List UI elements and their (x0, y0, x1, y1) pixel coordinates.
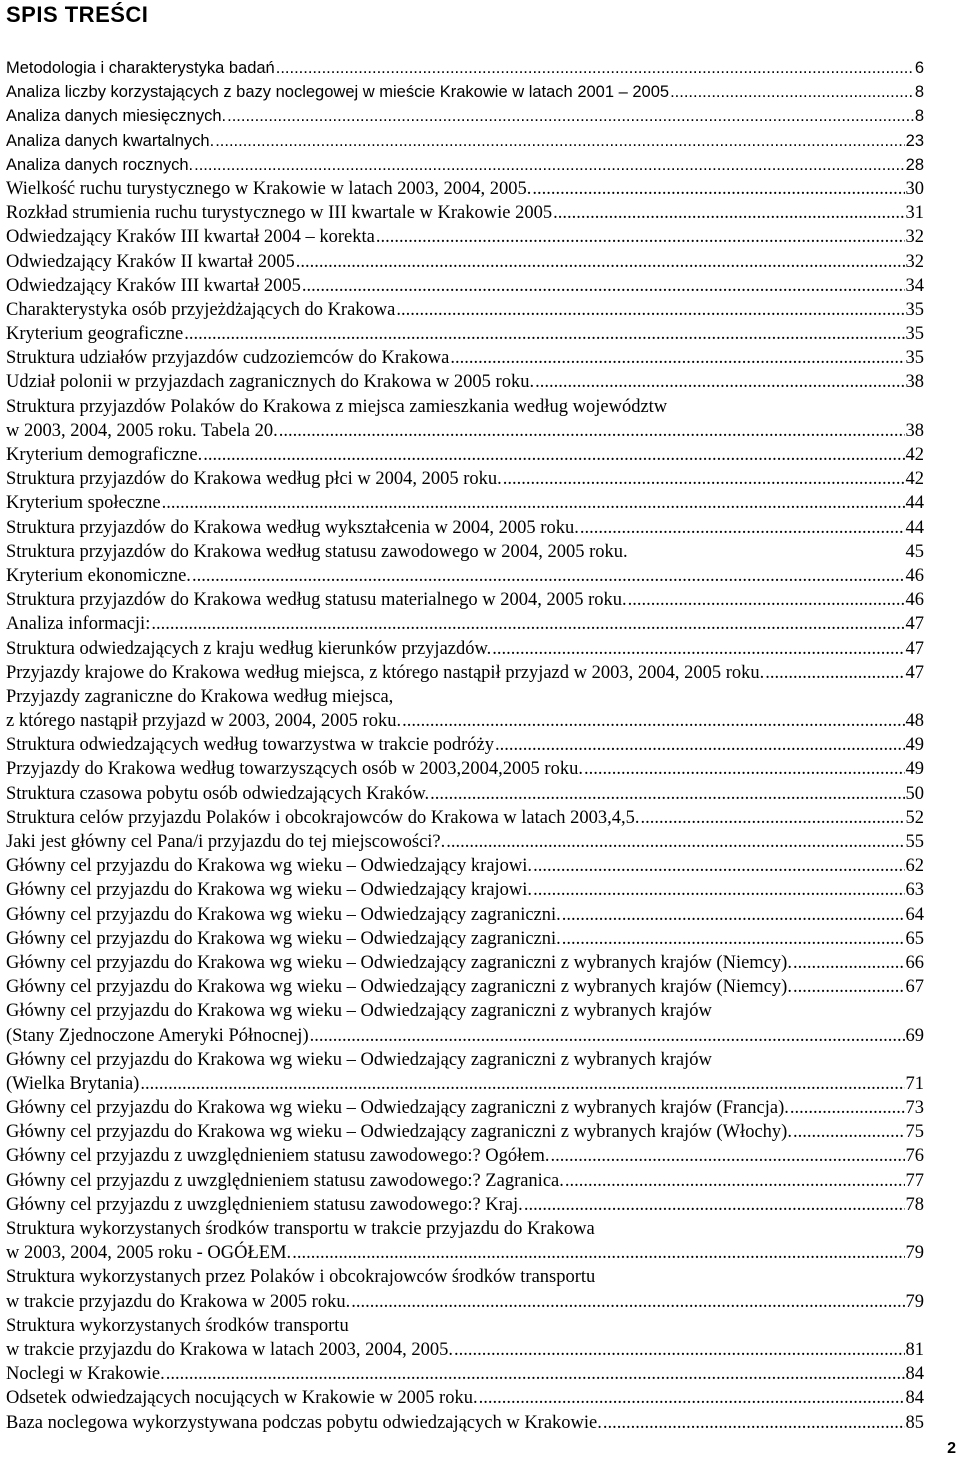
toc-entry-page: 38 (905, 372, 924, 393)
toc-entry-page: 71 (905, 1073, 924, 1094)
toc-dot-leader (396, 298, 904, 322)
toc-entry[interactable] (6, 975, 924, 999)
toc-entry[interactable] (6, 1024, 924, 1048)
toc-entry-page: 75 (905, 1122, 924, 1143)
toc-entry[interactable] (6, 685, 924, 709)
toc-entry[interactable] (6, 1411, 924, 1435)
toc-entry[interactable] (6, 661, 924, 685)
toc-entry-title: w 2003, 2004, 2005 roku - OGÓŁEM. (6, 1243, 292, 1264)
toc-entry-title: Analiza informacji: (6, 614, 151, 635)
toc-entry-title: Przyjazdy krajowe do Krakowa według miejsca, z którego nastąpił przyjazd w 2003, 2004, 2005 roku. (6, 662, 765, 683)
toc-dot-leader (532, 177, 904, 201)
toc-dot-leader (140, 1072, 904, 1096)
toc-dot-leader (430, 782, 904, 806)
toc-entry-page: 81 (905, 1339, 924, 1360)
toc-entry-title: Metodologia i charakterystyka badań (6, 59, 275, 77)
toc-entry-title: Kryterium ekonomiczne. (6, 565, 191, 586)
toc-entry[interactable] (6, 80, 924, 104)
toc-entry[interactable] (6, 1314, 924, 1338)
toc-entry[interactable] (6, 322, 924, 346)
toc-entry-title: Struktura czasowa pobytu osób odwiedzających Kraków. (6, 783, 430, 804)
toc-entry-title: Struktura przyjazdów do Krakowa według statusu materialnego w 2004, 2005 roku. (6, 590, 627, 611)
toc-dot-leader (670, 80, 914, 104)
toc-entry-page: 47 (905, 662, 924, 683)
toc-dot-leader (454, 1338, 905, 1362)
toc-entry[interactable] (6, 467, 924, 491)
toc-entry[interactable] (6, 419, 924, 443)
toc-dot-leader (793, 951, 905, 975)
toc-dot-leader (402, 709, 904, 733)
toc-entry-title: Kryterium społeczne (6, 493, 161, 514)
toc-entry[interactable] (6, 491, 924, 515)
toc-entry[interactable] (6, 1386, 924, 1410)
toc-entry-page: 66 (905, 952, 924, 973)
toc-entry-title: Struktura odwiedzających według towarzystwa w trakcie podróży (6, 735, 495, 756)
toc-entry-page: 44 (905, 493, 924, 514)
toc-dot-leader (296, 250, 905, 274)
toc-entry-page: 44 (905, 517, 924, 538)
toc-dot-leader (603, 1411, 905, 1435)
toc-dot-leader (553, 201, 904, 225)
toc-dot-leader (194, 153, 905, 177)
toc-entry[interactable] (6, 927, 924, 951)
toc-entry-page: 63 (905, 880, 924, 901)
toc-dot-leader (495, 733, 904, 757)
toc-entry-title: z którego nastąpił przyjazd w 2003, 2004, 2005 roku. (6, 711, 402, 732)
toc-entry-page: 78 (905, 1194, 924, 1215)
toc-entry-title: Udział polonii w przyjazdach zagranicznych do Krakowa w 2005 roku. (6, 372, 535, 393)
toc-entry[interactable] (6, 903, 924, 927)
toc-entry[interactable] (6, 201, 924, 225)
toc-entry[interactable] (6, 129, 924, 153)
toc-entry-title: Główny cel przyjazdu do Krakowa wg wieku – Odwiedzający zagraniczni z wybranych krajów (Niemcy). (6, 977, 792, 998)
toc-entry[interactable] (6, 225, 924, 249)
toc-entry-title: Noclegi w Krakowie. (6, 1364, 165, 1385)
toc-dot-leader (376, 225, 905, 249)
toc-entry-title: Kryterium geograficzne (6, 324, 184, 345)
toc-entry-page: 8 (914, 107, 924, 126)
toc-entry-page: 48 (905, 711, 924, 732)
toc-entry-page: 47 (905, 638, 924, 659)
toc-dot-leader (279, 419, 905, 443)
toc-entry-title: Struktura celów przyjazdu Polaków i obcokrajowców do Krakowa w latach 2003,4,5. (6, 807, 640, 828)
toc-entry-page: 79 (905, 1291, 924, 1312)
toc-dot-leader (351, 1290, 904, 1314)
toc-entry-page: 38 (905, 420, 924, 441)
toc-entry-page: 32 (905, 251, 924, 272)
toc-entry-title: Główny cel przyjazdu do Krakowa wg wieku – Odwiedzający zagraniczni. (6, 928, 561, 949)
toc-dot-leader (276, 56, 914, 80)
toc-entry-title: Przyjazdy do Krakowa według towarzyszących osób w 2003,2004,2005 roku. (6, 759, 583, 780)
toc-entry-title: Główny cel przyjazdu do Krakowa wg wieku – Odwiedzający zagraniczni. (6, 904, 561, 925)
toc-entry[interactable] (6, 56, 924, 80)
toc-entry-page: 73 (905, 1098, 924, 1119)
toc-dot-leader (292, 1241, 904, 1265)
toc-entry-title: (Wielka Brytania) (6, 1073, 140, 1094)
toc-entry[interactable] (6, 1072, 924, 1096)
toc-entry-page: 31 (905, 203, 924, 224)
toc-dot-leader (302, 274, 905, 298)
toc-dot-leader (162, 491, 905, 515)
toc-entry[interactable] (6, 443, 924, 467)
toc-entry-page: 50 (905, 783, 924, 804)
toc-entry[interactable] (6, 370, 924, 394)
toc-dot-leader (203, 443, 904, 467)
toc-entry-title: Główny cel przyjazdu do Krakowa wg wieku – Odwiedzający zagraniczni z wybranych krajów (6, 1049, 712, 1070)
toc-entry[interactable] (6, 1120, 924, 1144)
toc-entry-title: Charakterystyka osób przyjeżdżających do Krakowa (6, 299, 396, 320)
toc-entry-page: 35 (905, 299, 924, 320)
toc-entry-title: Odwiedzający Kraków III kwartał 2004 – korekta (6, 227, 375, 248)
toc-entry[interactable] (6, 612, 924, 636)
toc-entry-page: 49 (905, 735, 924, 756)
toc-entry-title: Struktura wykorzystanych przez Polaków i obcokrajowców środków transportu (6, 1267, 596, 1288)
toc-entry-title: Główny cel przyjazdu do Krakowa wg wieku – Odwiedzający zagraniczni z wybranych krajów (Francja). (6, 1098, 789, 1119)
toc-entry-title: Odwiedzający Kraków III kwartał 2005 (6, 275, 301, 296)
toc-dot-leader (184, 322, 904, 346)
toc-entry-title: Struktura wykorzystanych środków transportu (6, 1315, 349, 1336)
toc-dot-leader (227, 104, 914, 128)
toc-dot-leader (628, 588, 905, 612)
toc-entry-title: Główny cel przyjazdu do Krakowa wg wieku – Odwiedzający zagraniczni z wybranych krajów (Niemcy). (6, 952, 792, 973)
toc-dot-leader (215, 129, 904, 153)
toc-entry-title: Struktura przyjazdów do Krakowa według płci w 2004, 2005 roku. (6, 469, 502, 490)
toc-entry-title: Główny cel przyjazdu do Krakowa wg wieku – Odwiedzający zagraniczni z wybranych krajów (6, 1001, 712, 1022)
toc-entry-title: Baza noclegowa wykorzystywana podczas pobytu odwiedzających w Krakowie. (6, 1412, 602, 1433)
toc-dot-leader (524, 1193, 905, 1217)
toc-entry-page: 84 (905, 1364, 924, 1385)
toc-entry-title: Struktura odwiedzających z kraju według kierunków przyjazdów. (6, 638, 492, 659)
page-number: 2 (947, 1440, 956, 1457)
toc-entry[interactable] (6, 733, 924, 757)
toc-dot-leader (450, 346, 904, 370)
toc-entry[interactable] (6, 104, 924, 128)
toc-entry-page: 30 (905, 178, 924, 199)
toc-entry[interactable] (6, 395, 924, 419)
toc-entry-title: Analiza danych kwartalnych. (6, 131, 215, 150)
toc-entry-title: Główny cel przyjazdu z uwzględnieniem statusu zawodowego:? Kraj. (6, 1194, 523, 1215)
toc-entry[interactable] (6, 516, 924, 540)
toc-dot-leader (166, 1362, 905, 1386)
toc-entry-page: 76 (905, 1146, 924, 1167)
toc-entry[interactable] (6, 177, 924, 201)
toc-entry-page: 65 (905, 928, 924, 949)
toc-entry-page: 8 (914, 83, 924, 102)
toc-dot-leader (479, 1386, 905, 1410)
toc-entry[interactable] (6, 1169, 924, 1193)
toc-dot-leader (551, 1144, 905, 1168)
toc-entry-title: (Stany Zjednoczone Ameryki Północnej) (6, 1025, 309, 1046)
toc-entry[interactable] (6, 757, 924, 781)
toc-dot-leader (446, 830, 904, 854)
toc-entry-title: Analiza danych rocznych. (6, 155, 194, 174)
toc-entry[interactable] (6, 298, 924, 322)
toc-entry-page: 67 (905, 977, 924, 998)
toc-entry-title: Rozkład strumienia ruchu turystycznego w III kwartale w Krakowie 2005 (6, 203, 553, 224)
toc-entry-page: 85 (905, 1412, 924, 1433)
toc-entry-title: Główny cel przyjazdu do Krakowa wg wieku – Odwiedzający zagraniczni z wybranych krajów (Włochy). (6, 1122, 792, 1143)
toc-dot-leader (765, 661, 904, 685)
toc-dot-leader (793, 975, 905, 999)
toc-entry[interactable] (6, 1338, 924, 1362)
toc-entry-title: Analiza liczby korzystających z bazy noclegowej w mieście Krakowie w latach 2001 – 2005 (6, 83, 670, 102)
toc-entry-title: Jaki jest główny cel Pana/i przyjazdu do tej miejscowości?. (6, 832, 446, 852)
toc-entry[interactable] (6, 250, 924, 274)
toc-entry-page: 77 (905, 1170, 924, 1191)
toc-entry[interactable] (6, 999, 924, 1023)
toc-entry-title: Struktura udziałów przyjazdów cudzoziemców do Krakowa (6, 348, 450, 369)
toc-dot-leader (580, 516, 905, 540)
toc-entry-page: 6 (914, 59, 924, 77)
toc-entry[interactable] (6, 1096, 924, 1120)
toc-entry[interactable] (6, 588, 924, 612)
toc-entry[interactable] (6, 951, 924, 975)
toc-entry-page: 79 (905, 1243, 924, 1264)
toc-entry[interactable] (6, 1241, 924, 1265)
toc-entry[interactable] (6, 782, 924, 806)
toc-dot-leader (535, 370, 904, 394)
toc-entry[interactable] (6, 1144, 924, 1168)
toc-entry[interactable] (6, 806, 924, 830)
toc-dot-leader (584, 757, 905, 781)
toc-dot-leader (492, 637, 904, 661)
toc-entry[interactable] (6, 637, 924, 661)
toc-entry[interactable] (6, 1193, 924, 1217)
toc-entry[interactable] (6, 830, 924, 854)
toc-entry-title: w trakcie przyjazdu do Krakowa w latach 2003, 2004, 2005. (6, 1339, 453, 1360)
toc-entry[interactable] (6, 274, 924, 298)
toc-dot-leader (793, 1120, 905, 1144)
toc-entry-title: Główny cel przyjazdu do Krakowa wg wieku – Odwiedzający krajowi. (6, 856, 533, 877)
toc-entry-title: Odwiedzający Kraków II kwartał 2005 (6, 251, 295, 272)
toc-dot-leader (790, 1096, 905, 1120)
toc-dot-leader (310, 1024, 905, 1048)
toc-dot-leader (533, 854, 904, 878)
toc-entry-page: 46 (905, 590, 924, 611)
toc-entry-page: 69 (905, 1025, 924, 1046)
toc-entry-title: Struktura przyjazdów do Krakowa według statusu zawodowego w 2004, 2005 roku. (6, 541, 628, 562)
toc-entry-title: Główny cel przyjazdu z uwzględnieniem statusu zawodowego:? Ogółem. (6, 1146, 550, 1167)
toc-dot-leader (192, 564, 905, 588)
table-of-contents (6, 56, 924, 1435)
toc-entry-title: w trakcie przyjazdu do Krakowa w 2005 roku. (6, 1291, 351, 1312)
toc-entry-page: 84 (905, 1388, 924, 1409)
toc-entry[interactable] (6, 564, 924, 588)
toc-entry[interactable] (6, 1290, 924, 1314)
page-title: SPIS TREŚCI (6, 2, 149, 27)
toc-entry-page: 49 (905, 759, 924, 780)
toc-entry-title: Odsetek odwiedzających nocujących w Krakowie w 2005 roku. (6, 1388, 478, 1409)
toc-entry-page: 28 (905, 155, 924, 174)
toc-entry-page: 62 (905, 856, 924, 877)
toc-entry-page: 42 (905, 469, 924, 490)
toc-entry-title: Główny cel przyjazdu z uwzględnieniem statusu zawodowego:? Zagranica. (6, 1170, 564, 1191)
toc-entry-page: 45 (905, 541, 924, 562)
toc-dot-leader (503, 467, 905, 491)
toc-entry[interactable] (6, 1362, 924, 1386)
toc-entry-title: Analiza danych miesięcznych. (6, 107, 227, 126)
toc-entry-page: 42 (905, 445, 924, 465)
toc-entry-page: 52 (905, 807, 924, 828)
toc-entry-page: 47 (905, 614, 924, 635)
toc-entry-title: Kryterium demograficzne. (6, 445, 203, 465)
toc-entry-title: Struktura wykorzystanych środków transportu w trakcie przyjazdu do Krakowa (6, 1219, 595, 1239)
toc-dot-leader (533, 878, 904, 902)
toc-entry[interactable] (6, 1217, 924, 1241)
toc-entry[interactable] (6, 854, 924, 878)
toc-entry[interactable] (6, 1048, 924, 1072)
toc-entry-title: Wielkość ruchu turystycznego w Krakowie w latach 2003, 2004, 2005. (6, 178, 532, 199)
toc-entry-page: 46 (905, 565, 924, 586)
toc-dot-leader (640, 806, 904, 830)
toc-entry[interactable] (6, 709, 924, 733)
toc-entry-page: 32 (905, 227, 924, 248)
toc-entry[interactable] (6, 346, 924, 370)
toc-entry[interactable] (6, 540, 924, 564)
toc-entry-title: Główny cel przyjazdu do Krakowa wg wieku – Odwiedzający krajowi. (6, 880, 533, 901)
toc-entry-title: w 2003, 2004, 2005 roku. Tabela 20. (6, 420, 278, 441)
toc-entry-page: 55 (905, 832, 924, 852)
toc-entry[interactable] (6, 878, 924, 902)
toc-entry-page: 35 (905, 348, 924, 369)
toc-dot-leader (562, 903, 905, 927)
toc-dot-leader (562, 927, 905, 951)
toc-entry-title: Struktura przyjazdów Polaków do Krakowa z miejsca zamieszkania według województw (6, 396, 668, 417)
toc-entry-title: Struktura przyjazdów do Krakowa według wykształcenia w 2004, 2005 roku. (6, 517, 579, 538)
toc-entry-page: 64 (905, 904, 924, 925)
toc-entry-page: 23 (905, 131, 924, 150)
toc-entry-page: 34 (905, 275, 924, 296)
toc-entry-page: 35 (905, 324, 924, 345)
toc-entry[interactable] (6, 153, 924, 177)
toc-dot-leader (565, 1169, 905, 1193)
toc-entry-title: Przyjazdy zagraniczne do Krakowa według miejsca, (6, 686, 394, 707)
toc-entry[interactable] (6, 1265, 924, 1289)
toc-dot-leader (151, 612, 904, 636)
